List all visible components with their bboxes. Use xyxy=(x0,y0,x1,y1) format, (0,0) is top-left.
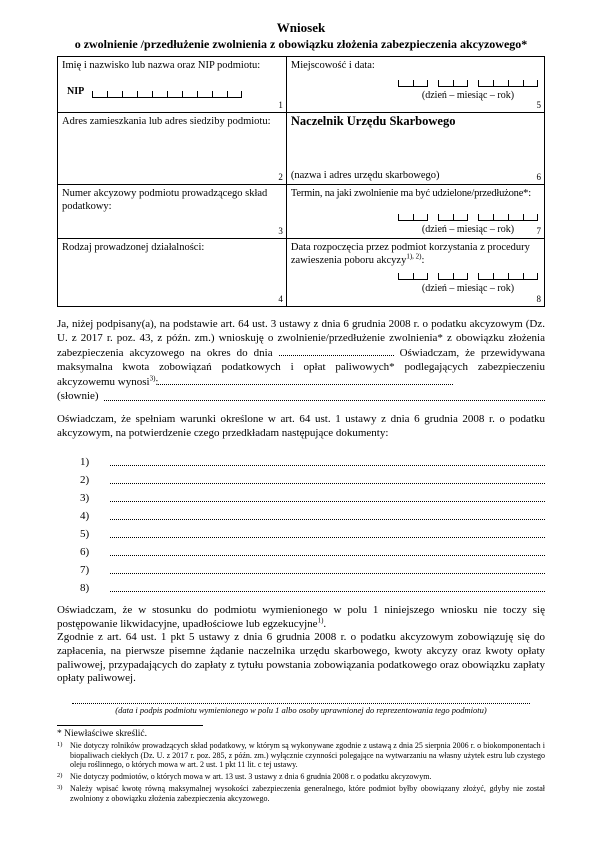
field-excise-number-label: Numer akcyzowy podmiotu prowadzącego skład podatkowy: xyxy=(62,188,268,212)
cell-number: 3 xyxy=(278,226,283,236)
cell-number: 7 xyxy=(536,226,541,236)
cell-number: 1 xyxy=(278,100,283,110)
fill-in-document-line[interactable] xyxy=(110,483,545,484)
footnote-1 xyxy=(57,741,545,770)
table-row xyxy=(58,239,545,307)
footnote-marker: 1) xyxy=(57,740,63,748)
item-number: 5) xyxy=(80,528,90,541)
field-excise-number[interactable] xyxy=(58,185,287,239)
cell-number: 4 xyxy=(278,294,283,304)
tax-office-caption: (nazwa i adres urzędu skarbowego) xyxy=(290,170,440,181)
form-title: Wniosek xyxy=(276,20,326,35)
date-field[interactable] xyxy=(398,214,538,236)
field-term[interactable] xyxy=(286,185,544,239)
item-number: 2) xyxy=(80,474,90,487)
footnote-ref: 1), 2) xyxy=(406,252,422,261)
conditions-paragraph: Oświadczam, że spełniam warunki określone w art. 64 ust. 1 ustawy z dnia 6 grudnia 2008 r. o podatku akcyzowym, na potwierdzenie czego przedkładam następujące dokumenty: xyxy=(57,413,545,440)
fill-in-document-line[interactable] xyxy=(110,465,545,466)
day-comb[interactable] xyxy=(398,80,428,87)
date-format-caption: (dzień – miesiąc – rok) xyxy=(421,90,515,101)
footnote-text: Należy wpisać kwotę równą maksymalnej wysokości zabezpieczenia generalnego, które podmiot byłby obowiązany złożyć, gdyby nie został zwolniony z obowiązku złożenia zabezpieczenia akcyzowego. xyxy=(70,784,545,803)
cell-number: 6 xyxy=(536,172,541,182)
footnote-separator xyxy=(57,725,203,726)
date-format-caption: (dzień – miesiąc – rok) xyxy=(421,283,515,294)
liquidation-paragraph: Oświadczam, że w stosunku do podmiotu wymienionego w polu 1 niniejszego wniosku nie toczy się postępowanie likwidacyjne, upadłościowe lub egzekucyjne$^{1)}$. xyxy=(57,604,545,630)
list-item xyxy=(57,486,545,504)
item-number: 1) xyxy=(80,456,90,469)
day-comb[interactable] xyxy=(398,214,428,221)
obligation-paragraph: Zgodnie z art. 64 ust. 1 pkt 5 ustawy z dnia 6 grudnia 2008 r. o podatku akcyzowym zobowiązuję się do zapłacenia, na pierwsze pisemne żądanie naczelnika urzędu skarbowego, kwoty akcyzy oraz kwoty opłaty paliwowej, przypadających do zapłaty z tytułu powstania zobowiązania podatkowego oraz obowiązku zapłaty opłaty paliwowej. xyxy=(57,631,545,685)
day-comb[interactable] xyxy=(398,273,428,280)
nip-label: NIP xyxy=(67,86,85,97)
item-number: 6) xyxy=(80,546,90,559)
month-comb[interactable] xyxy=(438,80,468,87)
field-term-label: Termin, na jaki zwolnienie ma być udzielone/przedłużone*: xyxy=(290,188,531,199)
tax-office-title: Naczelnik Urzędu Skarbowego xyxy=(290,114,456,128)
footnote-3 xyxy=(57,784,545,804)
declaration-text-1: Ja, niżej podpisany(a), na podstawie art. 64 ust. 3 ustawy z dnia 6 grudnia 2008 r. o podatku akcyzowym (Dz. U. z 2017 r. poz. 43, z późn. zm.) wnioskuję o zwolnienie/przedłużenie zwolnienia* z obowiązku złożenia zabezpieczenia akcyzowego na okres do dnia xyxy=(57,318,545,359)
item-number: 8) xyxy=(80,582,90,595)
month-comb[interactable] xyxy=(438,214,468,221)
field-place-date[interactable] xyxy=(286,57,544,113)
fill-in-date-line[interactable] xyxy=(279,346,394,356)
list-item xyxy=(57,468,545,486)
signature-caption: (data i podpis podmiotu wymienionego w polu 1 albo osoby uprawnionej do reprezentowania tego podmiotu) xyxy=(115,704,487,715)
declaration-text-2: Oświadczam, że przewidywana maksymalna kwota zobowiązań podatkowych i opłat paliwowych* podlegających zabezpieczeniu akcyzowemu wynosi xyxy=(57,346,545,388)
year-comb[interactable] xyxy=(478,214,538,221)
date-format-caption: (dzień – miesiąc – rok) xyxy=(421,224,515,235)
field-start-date[interactable] xyxy=(286,239,544,307)
year-comb[interactable] xyxy=(478,80,538,87)
footnote-text: Nie dotyczy rolników prowadzących skład podatkowy, w którym są wykonywane zgodnie z ustawą z dnia 25 sierpnia 2006 r. o biokomponentach i biopaliwach ciekłych (Dz. U. z 2017 r. poz. 285, z późn. zm.) wyłącznie czynności polegające na wytwarzaniu na własny użytek estru lub czystego oleju roślinnego, o których mowa w art. 2 ust. 1 pkt 11 lit. c tej ustawy. xyxy=(70,740,545,770)
list-item xyxy=(57,522,545,540)
fill-in-document-line[interactable] xyxy=(110,573,545,574)
field-place-date-label: Miejscowość i data: xyxy=(290,60,375,71)
field-address-label: Adres zamieszkania lub adres siedziby podmiotu: xyxy=(62,116,271,127)
field-name-nip-label: Imię i nazwisko lub nazwa oraz NIP podmiotu: xyxy=(62,60,261,71)
table-row xyxy=(58,57,545,113)
fill-in-document-line[interactable] xyxy=(110,591,545,592)
list-item xyxy=(57,540,545,558)
field-tax-office[interactable] xyxy=(286,113,544,185)
fill-in-amount-words-line[interactable] xyxy=(104,390,545,402)
list-item xyxy=(57,558,545,576)
asterisk-footnote: * Niewłaściwe skreślić. xyxy=(57,728,147,739)
item-number: 3) xyxy=(80,492,90,505)
documents-list xyxy=(57,450,545,594)
fill-in-document-line[interactable] xyxy=(110,555,545,556)
list-item xyxy=(57,450,545,468)
nip-comb[interactable] xyxy=(92,91,242,98)
date-field[interactable] xyxy=(398,273,538,295)
fill-in-document-line[interactable] xyxy=(110,537,545,538)
field-activity[interactable] xyxy=(58,239,287,307)
footnote-marker: 3) xyxy=(57,784,63,791)
field-start-date-label: Data rozpoczęcia przez podmiot korzystania z procedury zawieszenia poboru akcyzy$^{1), 2)}$: xyxy=(290,242,530,266)
cell-number: 2 xyxy=(278,172,283,182)
footnote-text: Nie dotyczy podmiotów, o których mowa w art. 13 ust. 3 ustawy z dnia 6 grudnia 2008 r. o podatku akcyzowym. xyxy=(70,772,432,782)
item-number: 7) xyxy=(80,564,90,577)
nip-comb-field[interactable] xyxy=(62,85,282,98)
declaration-paragraph: Ja, niżej podpisany(a), na podstawie art. 64 ust. 3 ustawy z dnia 6 grudnia 2008 r. o podatku akcyzowym (Dz. U. z 2017 r. poz. 43, z późn. zm.) wnioskuję o zwolnienie/przedłużenie zwolnienia* z obowiązku złożenia zabezpieczenia akcyzowego na okres do dnia Oświadczam, że przewidywana maksymalna kwota zobowiązań podatkowych i opłat paliwowych* podlegających zabezpieczeniu akcyzowemu wynosi$^{3)}$: xyxy=(57,318,545,388)
table-row xyxy=(58,185,545,239)
footnote-ref: 3) xyxy=(149,373,156,382)
year-comb[interactable] xyxy=(478,273,538,280)
field-name-nip[interactable] xyxy=(58,57,287,113)
month-comb[interactable] xyxy=(438,273,468,280)
fill-in-document-line[interactable] xyxy=(110,519,545,520)
list-item xyxy=(57,504,545,522)
fill-in-document-line[interactable] xyxy=(110,501,545,502)
cell-number: 8 xyxy=(536,294,541,304)
date-field[interactable] xyxy=(398,80,538,102)
fill-in-amount-line[interactable] xyxy=(158,375,453,385)
table-row xyxy=(58,113,545,185)
form-subtitle: o zwolnienie /przedłużenie zwolnienia z obowiązku złożenia zabezpieczenia akcyzowego* xyxy=(74,37,528,51)
footnote-marker: 2) xyxy=(57,772,63,780)
header-fields-table xyxy=(57,56,545,307)
signature-line[interactable] xyxy=(72,698,530,704)
field-address[interactable] xyxy=(58,113,287,185)
item-number: 4) xyxy=(80,510,90,523)
field-activity-label: Rodzaj prowadzonej działalności: xyxy=(62,242,205,253)
cell-number: 5 xyxy=(536,100,541,110)
amount-in-words-row xyxy=(57,390,545,404)
footnote-ref: 1) xyxy=(317,616,324,625)
list-item xyxy=(57,576,545,594)
slownie-label: (słownie) xyxy=(57,389,99,402)
signature-block xyxy=(72,698,530,715)
footnote-2 xyxy=(57,772,545,782)
